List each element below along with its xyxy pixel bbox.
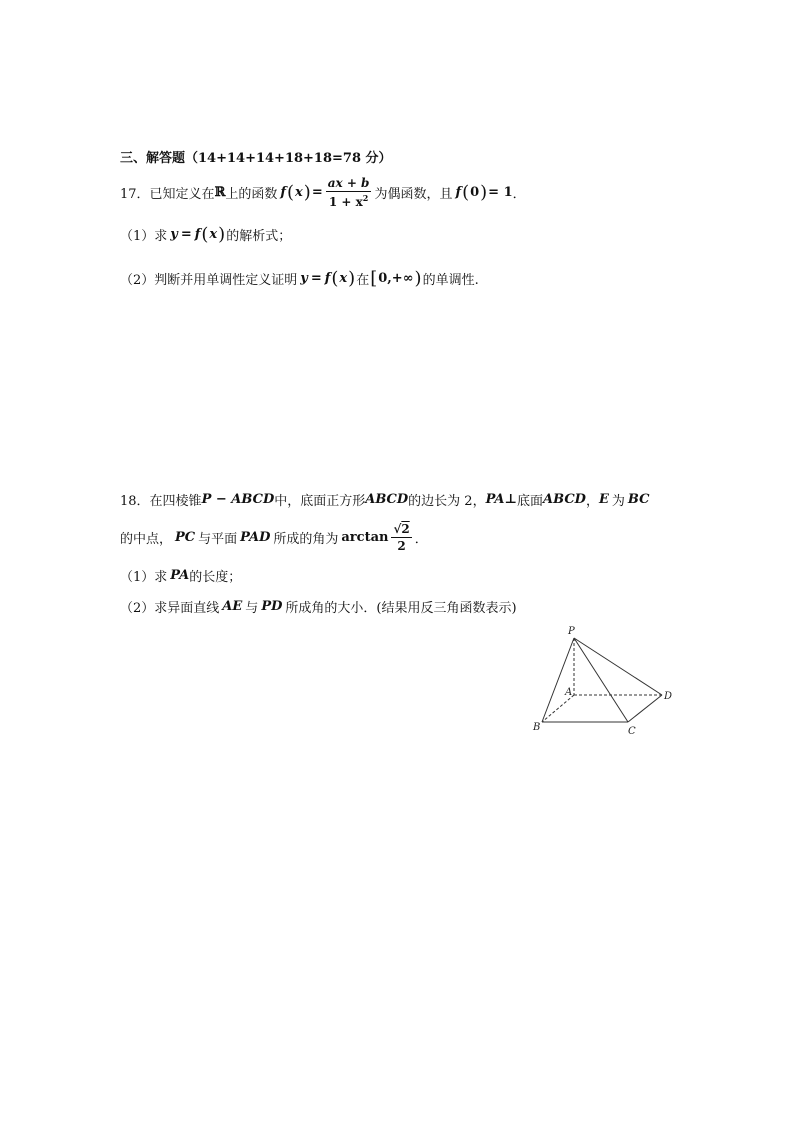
q18-line2 (120, 522, 428, 553)
pyramid-name: P − ABCD (201, 492, 275, 507)
q18-t6: 为 (611, 494, 625, 509)
arctan-label: arctan (341, 530, 389, 545)
q17-part2-text-a: 判断并用单调性定义证明 (154, 273, 298, 288)
q18-part2-label: （2） (120, 601, 155, 616)
label-c: C (628, 726, 636, 737)
edge-pb (542, 638, 574, 722)
q17-part2-text-c: 的单调性. (422, 273, 479, 288)
edge-pc (574, 638, 628, 722)
square-name: ABCD (365, 492, 409, 507)
q17-intro: 已知定义在 (149, 187, 215, 202)
cond-arg: 0 (470, 185, 480, 200)
q18-line1 (120, 490, 649, 509)
part2-y: y (300, 271, 308, 286)
edge-cd (628, 695, 662, 722)
part1-pa: PA (170, 568, 190, 583)
q18-part1-a: 求 (154, 570, 168, 585)
part1-eq: = (180, 227, 192, 242)
perp-symbol: ⊥ (504, 492, 517, 507)
real-set-symbol: ℝ (214, 185, 226, 200)
q17-part1-text-a: 求 (154, 229, 168, 244)
part1-f: f (194, 227, 201, 242)
fraction-denominator-2: 2 (397, 539, 406, 553)
q18-part1-label: （1） (120, 570, 155, 585)
q18-number: 18． (120, 494, 150, 509)
q18-part2 (120, 597, 517, 616)
q18-t5: ， (585, 494, 599, 509)
q18-line2-b: 与平面 (198, 532, 238, 547)
q17-even-text: 为偶函数，且 (374, 187, 453, 202)
part1-y: y (170, 227, 178, 242)
q17-part2: （2） 判断并用单调性定义证明 y = f ( x ) 在 [ 0,+∞ ) 的单调性. (120, 268, 479, 289)
pyramid-figure (530, 622, 676, 740)
edge-pd (574, 638, 662, 695)
label-p: P (568, 626, 575, 637)
segment-pa: PA (485, 492, 505, 507)
q18-t2: 中，底面正方形 (274, 494, 366, 509)
q17-part2-text-b: 在 (356, 273, 370, 288)
angle-fraction (391, 522, 411, 553)
cond-value: = 1 (488, 185, 513, 200)
q18-part1 (120, 566, 241, 585)
q18-part2-c: 所成角的大小．(结果用反三角函数表示) (285, 601, 517, 616)
q17-intro2: 上的函数 (225, 187, 278, 202)
q18-t4: 底面 (516, 494, 543, 509)
q17-part2-label: （2） (120, 273, 155, 288)
fraction-numerator: ax + b (327, 176, 370, 190)
part2-eq: = (310, 271, 322, 286)
fraction-denominator: $1 + x^2$ (328, 193, 369, 209)
q18-line2-end: ． (414, 532, 428, 547)
q17-statement: 17． 已知定义在 ℝ 上的函数 f ( x ) = $\frac{ax + b}{1 + x^2}$ 为偶函数，且 f ( 0 ) = 1 ． (120, 176, 526, 209)
exponent: 2 (362, 193, 369, 203)
q18-part1-b: 的长度； (189, 570, 242, 585)
part2-ae: AE (222, 599, 243, 614)
q17-part1: （1） 求 y = f ( x ) 的解析式； (120, 224, 292, 245)
q17-part1-label: （1） (120, 229, 155, 244)
segment-pc: PC (175, 530, 196, 545)
function-fraction (326, 176, 372, 209)
q17-part1-text-b: 的解析式； (226, 229, 292, 244)
label-d: D (664, 691, 673, 702)
label-b: B (533, 722, 541, 733)
q17-number: 17． (120, 187, 150, 202)
q18-part2-b: 与 (245, 601, 259, 616)
q18-line2-a: 的中点， (120, 532, 173, 547)
part2-x: x (339, 271, 348, 286)
section-title: 三、解答题（14+14+14+18+18=78 分） (120, 151, 392, 166)
part1-x: x (209, 227, 218, 242)
plane-pad: PAD (240, 530, 271, 545)
equals-sign: = (311, 185, 323, 200)
label-a: A (565, 687, 573, 698)
part2-pd: PD (261, 599, 283, 614)
base-name: ABCD (543, 492, 586, 507)
q17-end: ． (512, 187, 526, 202)
func-var: x (295, 185, 303, 200)
segment-bc: BC (627, 492, 650, 507)
q18-t3: 的边长为 2， (408, 494, 486, 509)
interval: 0,+∞ (378, 271, 414, 286)
func-name: f (280, 185, 286, 200)
point-e: E (598, 492, 609, 507)
q18-part2-a: 求异面直线 (154, 601, 220, 616)
q18-t1: 在四棱锥 (149, 494, 202, 509)
q18-line2-c: 所成的角为 (273, 532, 339, 547)
cond-func: f (455, 185, 462, 200)
fraction-numerator-sqrt: √2 (393, 522, 410, 536)
pyramid-diagram (530, 622, 676, 740)
part2-f: f (324, 271, 331, 286)
